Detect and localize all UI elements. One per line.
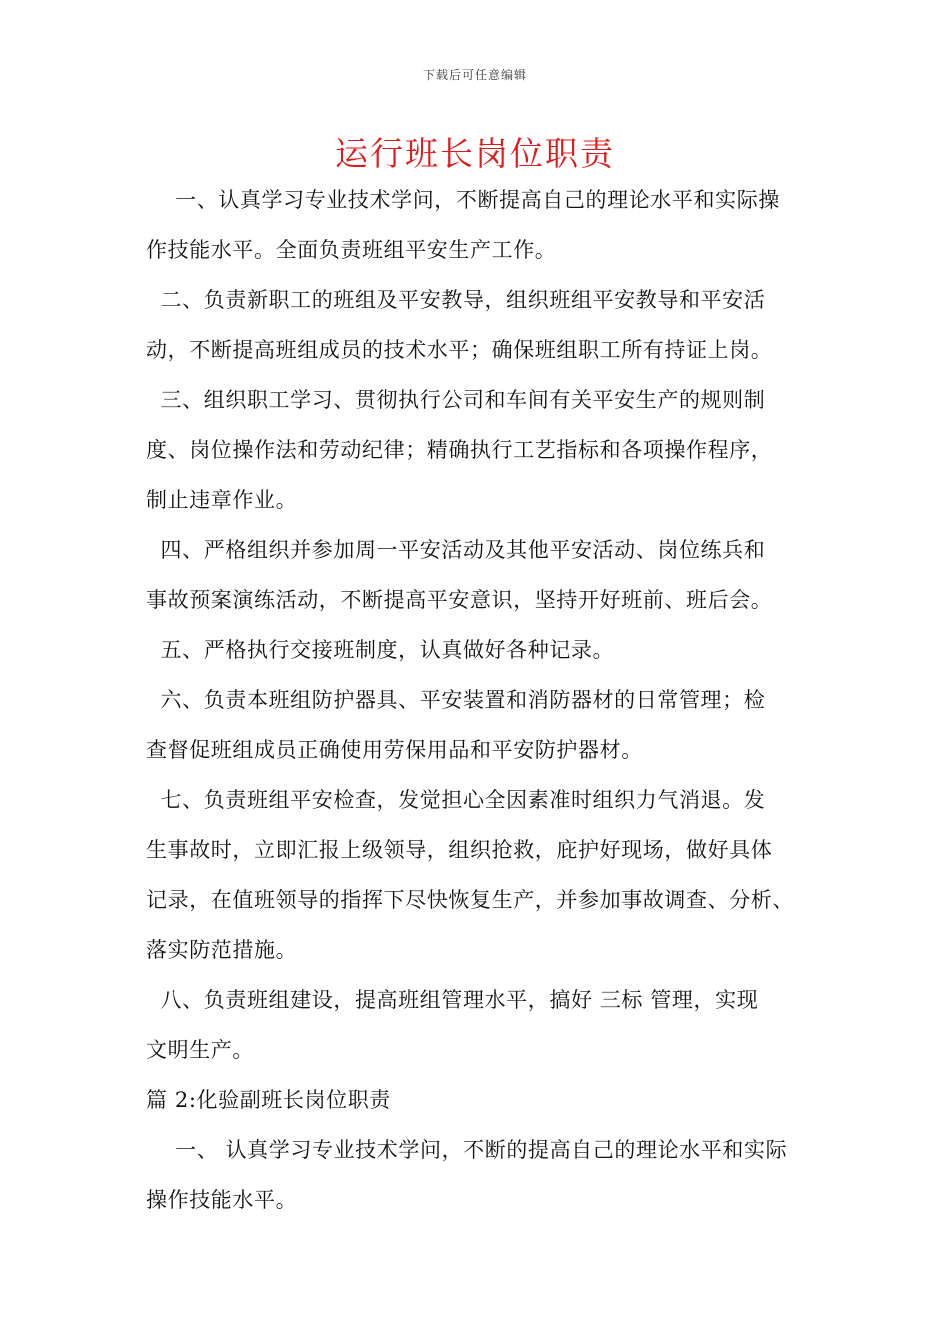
section-heading: 篇 2:化验副班长岗位职责 <box>146 1088 391 1112</box>
body-line: 记录，在值班领导的指挥下尽快恢复生产，并参加事故调查、分析、 <box>146 888 794 912</box>
body-line: 三、组织职工学习、贯彻执行公司和车间有关平安生产的规则制 <box>146 388 766 412</box>
body-line: 度、岗位操作法和劳动纪律；精确执行工艺指标和各项操作程序， <box>146 438 773 462</box>
header-note: 下载后可任意编辑 <box>422 68 527 82</box>
body-line: 文明生产。 <box>146 1038 254 1062</box>
body-line: 动，不断提高班组成员的技术水平；确保班组职工所有持证上岗。 <box>146 338 773 362</box>
body-line: 七、负责班组平安检查，发觉担心全因素准时组织力气消退。发 <box>146 788 766 812</box>
body-line: 制止违章作业。 <box>146 488 298 512</box>
body-line: 事故预案演练活动，不断提高平安意识，坚持开好班前、班后会。 <box>146 588 773 612</box>
document-title: 运行班长岗位职责 <box>335 134 615 173</box>
body-line: 生事故时，立即汇报上级领导，组织抢救，庇护好现场，做好具体 <box>146 838 773 862</box>
body-line: 查督促班组成员正确使用劳保用品和平安防护器材。 <box>146 738 643 762</box>
body-line: 四、严格组织并参加周一平安活动及其他平安活动、岗位练兵和 <box>146 538 766 562</box>
body-line: 作技能水平。全面负责班组平安生产工作。 <box>146 238 557 262</box>
document-body <box>146 175 816 1225</box>
body-line: 五、严格执行交接班制度，认真做好各种记录。 <box>146 638 615 662</box>
body-line: 六、负责本班组防护器具、平安装置和消防器材的日常管理；检 <box>146 688 766 712</box>
body-line: 八、负责班组建设，提高班组管理水平，搞好 三标 管理，实现 <box>146 988 759 1012</box>
body-line: 二、负责新职工的班组及平安教导，组织班组平安教导和平安活 <box>146 288 766 312</box>
body-line: 落实防范措施。 <box>146 938 298 962</box>
body-line: 一、认真学习专业技术学问，不断提高自己的理论水平和实际操 <box>146 188 780 212</box>
body-line: 操作技能水平。 <box>146 1188 298 1212</box>
body-line: 一、 认真学习专业技术学问，不断的提高自己的理论水平和实际 <box>146 1138 788 1162</box>
